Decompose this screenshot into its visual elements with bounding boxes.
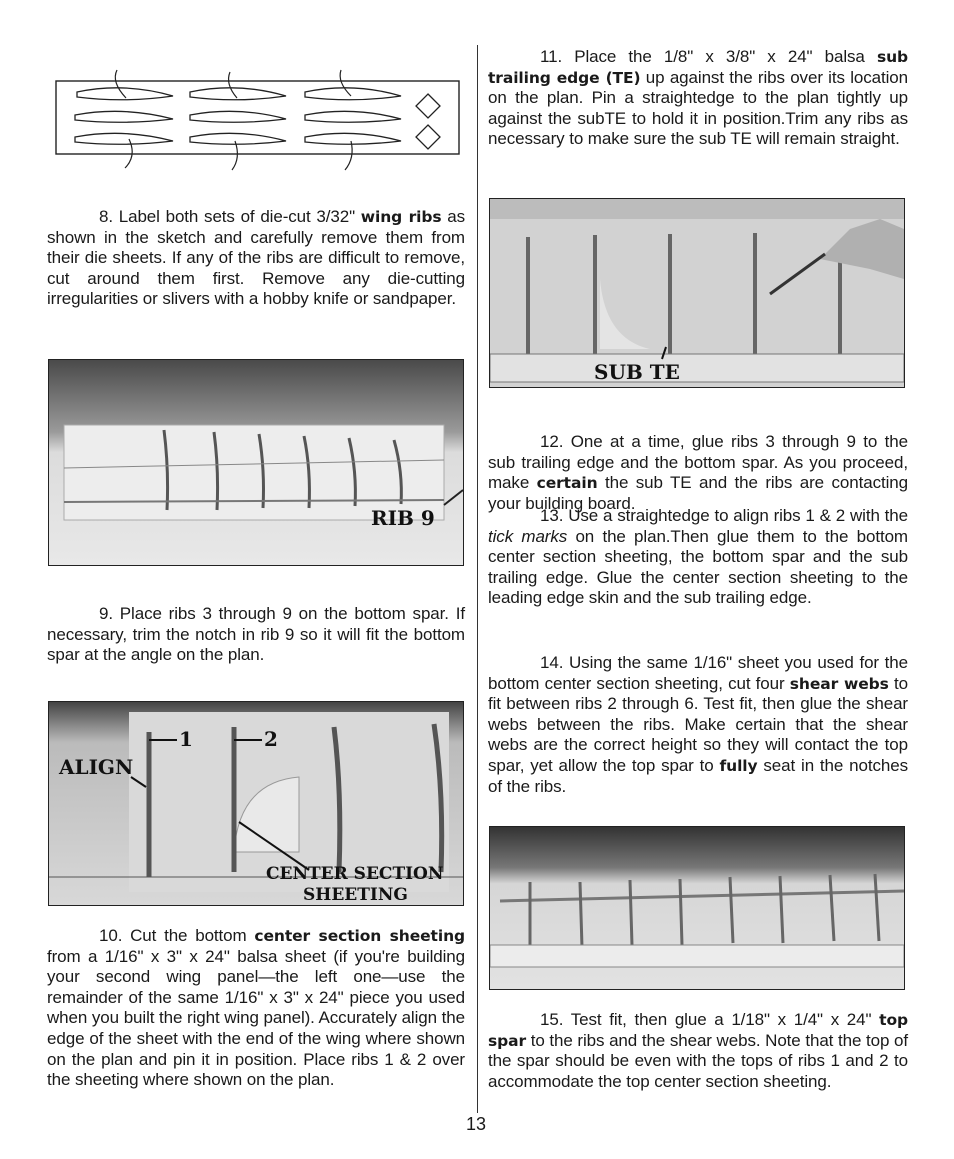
step-15-text: 15. Test fit, then glue a 1/18" x 1/4" x 24" top spar to the ribs and the shear webs. Note that the top of the spar should be even with the tops of ribs 1 and 2 to accommodate the top center section sheeting. [488,1010,908,1091]
photo-shear-webs [489,826,905,990]
step-11-text: 11. Place the 1/8" x 3/8" x 24" balsa sub trailing edge (TE) up against the ribs over its location on the plan. Pin a straightedge to the plan tightly up against the subTE to hold it in position.Trim any ribs as necessary to make sure the sub TE will remain straight. [488,47,908,149]
rib-2-label: 2 [264,727,278,751]
step-12-text: 12. One at a time, glue ribs 3 through 9 to the sub trailing edge and the bottom spar. As you proceed, make certain the sub TE and the ribs are contacting your building board. [488,432,908,513]
photo-sub-te [489,198,905,388]
step-9-text: 9. Place ribs 3 through 9 on the bottom spar. If necessary, trim the notch in rib 9 so it will fit the bottom spar at the angle on the plan. [47,604,465,665]
sheeting-label: SHEETING [303,885,408,905]
rib-9-label: RIB 9 [371,506,435,530]
step-8-text: 8. Label both sets of die-cut 3/32" wing ribs as shown in the sketch and carefully remove them from their die sheets. If any of the ribs are difficult to remove, cut around them first. Remove any die-cutting irregularities or slivers with a hobby knife or sandpaper. [47,207,465,309]
align-label: ALIGN [59,755,134,779]
rib-sketch [55,68,460,172]
photo-align-center-section [48,701,464,906]
step-10-text: 10. Cut the bottom center section sheeting from a 1/16" x 3" x 24" balsa sheet (if you're building your second wing panel—the left one—use the remainder of the same 1/16" x 3" x 24" piece you used when you built the right wing panel). Accurately align the edge of the sheet with the end of the wing where shown on the plan and pin it in position. Place ribs 1 & 2 over the sheeting where shown on the plan. [47,926,466,1090]
page-number: 13 [466,1114,487,1134]
rib-1-label: 1 [179,727,193,751]
step-13-text: 13. Use a straightedge to align ribs 1 & 2 with the tick marks on the plan.Then glue them to the bottom center section sheeting, the bottom spar and the sub trailing edge. Glue the center section sheeting to the leading edge skin and the sub trailing edge. [488,506,908,608]
sub-te-label: SUB TE [594,360,680,384]
step-14-text: 14. Using the same 1/16" sheet you used for the bottom center section sheeting, cut four shear webs to fit between ribs 2 through 6. Test fit, then glue the shear webs between the ribs. Make certain that the shear webs are the correct height so they will contact the top spar, yet allow the top spar to fully seat in the notches of the ribs. [488,653,908,796]
column-divider [477,45,478,1113]
photo-rib-9 [48,359,464,566]
center-section-label: CENTER SECTION [266,864,444,884]
